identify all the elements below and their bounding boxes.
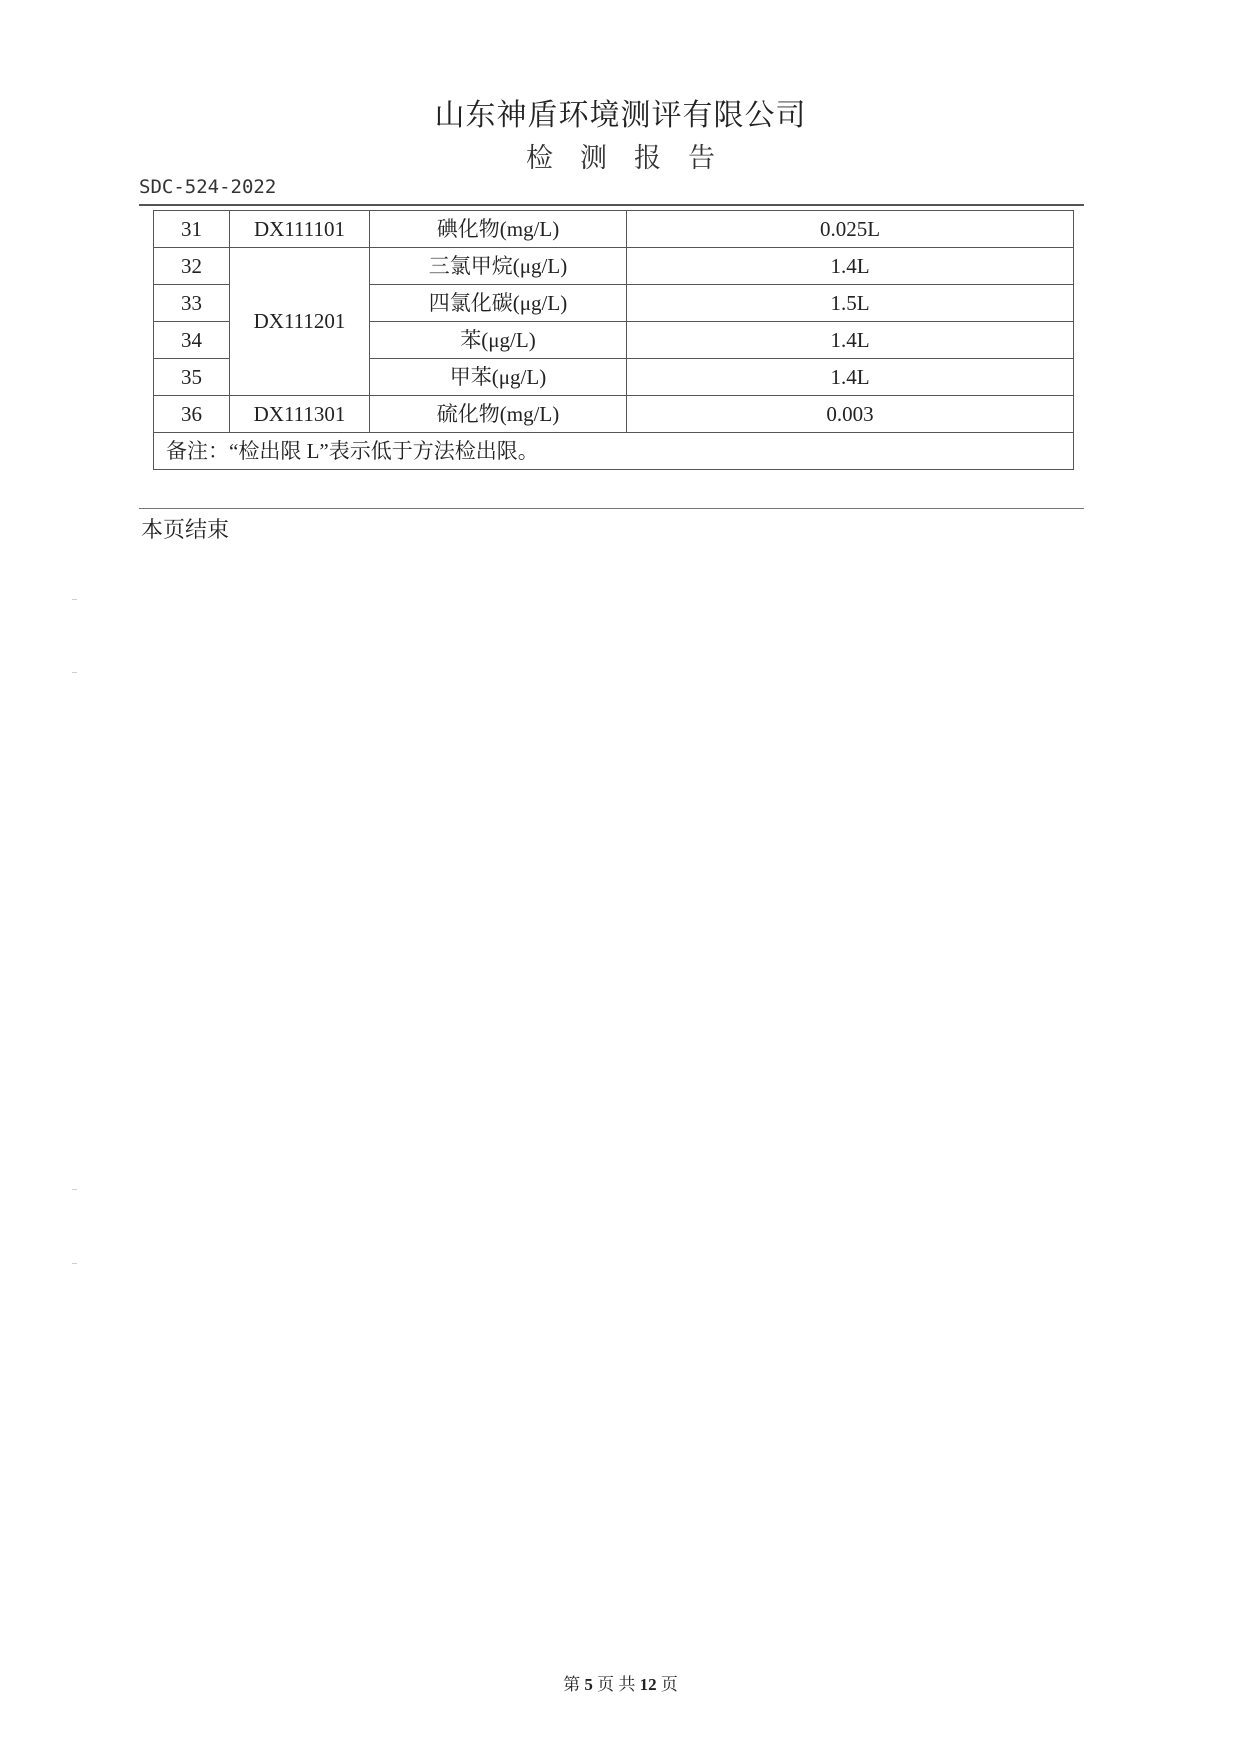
table-note: 备注：“检出限 L”表示低于方法检出限。 (154, 433, 1074, 470)
row-number: 35 (154, 359, 230, 396)
sample-id: DX111301 (230, 396, 370, 433)
test-item: 硫化物(mg/L) (370, 396, 627, 433)
row-number: 33 (154, 285, 230, 322)
scan-speck (72, 1263, 77, 1264)
footer-middle: 页 共 (597, 1675, 636, 1694)
row-number: 34 (154, 322, 230, 359)
test-result: 0.003 (627, 396, 1074, 433)
page-footer (0, 1670, 1241, 1695)
sample-id: DX111101 (230, 211, 370, 248)
total-pages-number: 12 (639, 1675, 657, 1694)
table-row (154, 211, 1074, 248)
scan-speck (72, 1189, 77, 1190)
footer-suffix: 页 (660, 1675, 678, 1694)
test-result: 1.4L (627, 322, 1074, 359)
row-number: 36 (154, 396, 230, 433)
page-end-divider (139, 508, 1084, 509)
document-number: SDC-524-2022 (139, 176, 277, 198)
table-row (154, 248, 1074, 285)
test-item: 三氯甲烷(μg/L) (370, 248, 627, 285)
scan-speck (72, 599, 77, 600)
test-item: 四氯化碳(μg/L) (370, 285, 627, 322)
test-result: 0.025L (627, 211, 1074, 248)
scan-speck (72, 672, 77, 673)
footer-prefix: 第 (563, 1675, 581, 1694)
table-row (154, 396, 1074, 433)
sample-id: DX111201 (230, 248, 370, 396)
test-item: 苯(μg/L) (370, 322, 627, 359)
company-name: 山东神盾环境测评有限公司 (434, 98, 807, 133)
test-result: 1.4L (627, 248, 1074, 285)
results-table (153, 210, 1074, 470)
test-result: 1.4L (627, 359, 1074, 396)
note-row (154, 433, 1074, 470)
row-number: 32 (154, 248, 230, 285)
current-page-number: 5 (584, 1675, 593, 1694)
test-result: 1.5L (627, 285, 1074, 322)
page-end-text: 本页结束 (141, 517, 230, 542)
test-item: 甲苯(μg/L) (370, 359, 627, 396)
header-divider (139, 204, 1084, 206)
test-item: 碘化物(mg/L) (370, 211, 627, 248)
report-title: 检测报告 (526, 143, 742, 174)
row-number: 31 (154, 211, 230, 248)
